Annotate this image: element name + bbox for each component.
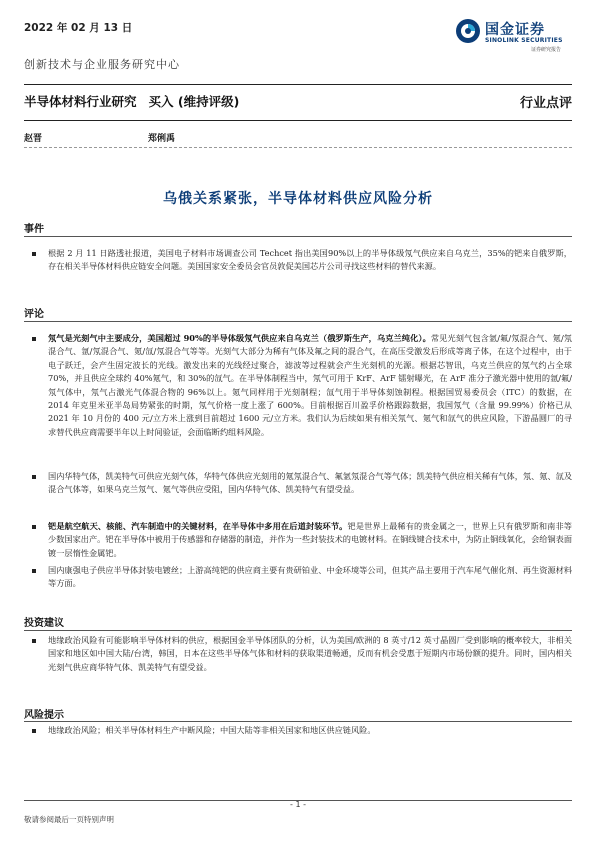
bullet-icon: [32, 639, 36, 643]
page-number: - 1 -: [290, 800, 306, 809]
comment-paragraph-palladium: [32, 520, 572, 560]
header-rule-top: [24, 84, 572, 85]
bullet-icon: [32, 475, 36, 479]
report-type: 行业点评: [519, 96, 572, 111]
analyst-name: 赵晋: [24, 134, 43, 144]
section-heading-comment: 评论: [24, 309, 44, 320]
paragraph-text: 地缘政治风险有可能影响半导体材料的供应，根据国金半导体团队的分析，认为美国/欧洲的 8 英寸/12 英寸晶圆厂受到影响的概率较大，非相关国家和地区如中国大陆/台湾，韩国，日本在这些半导体气体和材料的获取渠道畅通，反而有机会受惠于短期内市场份额的提升。同时，国内相关光刻气供应商华特气体、凯美特气有望受益。: [48, 635, 572, 672]
paragraph-text: 国内康强电子供应半导体封装电镀丝；上游高纯钯的供应商主要有贵研铂业、中金环境等公司，但其产品主要用于汽车尾气催化剂、再生资源材料等方面。: [48, 565, 573, 589]
report-title: 乌俄关系紧张，半导体材料供应风险分析: [163, 191, 433, 207]
section-heading-advice: 投资建议: [24, 618, 64, 629]
logo-subtitle: 证券研究报告: [531, 47, 562, 53]
paragraph-text: 钯是世界上最稀有的贵金属之一，世界上只有俄罗斯和南非等少数国家出产。钯在半导体中被用于传感器和存储器的制造，并作为一些封装技术的电镀材料。在铜线键合技术中，为防止铜线氧化，会给铜表面镀一层惰性金属钯。: [48, 521, 573, 558]
bullet-icon: [32, 525, 36, 529]
disclaimer-link[interactable]: 敬请参阅最后一页特别声明: [24, 815, 114, 824]
paragraph-lead: 氖气是光刻气中主要成分，美国超过 90%的半导体级氖气供应来自乌克兰（俄罗斯生产，乌克兰纯化）。: [48, 333, 431, 343]
advice-paragraph: [32, 634, 572, 674]
logo-english-name: SINOLINK SECURITIES: [485, 37, 563, 44]
bullet-icon: [32, 252, 36, 256]
section-rule: [24, 721, 572, 722]
comment-paragraph-gas-suppliers: [32, 470, 572, 497]
analysts-divider: [24, 147, 572, 148]
paragraph-text: 常见光刻气包含氩/氟/氖混合气、氪/氖混合气、氩/氖混合气、氪/氙/氖混合气等等。光刻气大部分为稀有气体及氟之间的混合气，在高压受激发后形成等离子体，在这个过程中，由于电子跃迁，会产生固定波长的光线。激发出来的光线经过聚合，滤波等过程就会产生光刻机的光源。根据芯智讯，乌克兰供应的氖气约占全球 70%，并且供应全球约 40%氪气，和 30%的氙气。在半导体制程当中，氖气可用于 KrF、ArF 镭射曝光，在 ArF 准分子激光器中使用的氩/氟/氖气体中，氖气占激光气体混合物的 96%以上。氪气同样用于光刻制程；氙气用于半导体刻蚀制程。根据国贸易委员会（ITC）的数据，在 2014 年克里米亚半岛局势紧张的时期，氖气价格一度上涨了 600%。目前根据百川盈孚价格跟踪数据，我国氖气（含量 99.99%）价格已从 2021 年 10 月份的 400 元/立方米上涨到目前超过 1600 元/立方米。我们认为后续如果有相关氖气、氪气和氙气的供应风险，下游晶圆厂的寻求替代供应商需要半年以上时间验证，会面临断约组料风险。: [48, 333, 572, 437]
header-rule-bottom: [24, 120, 572, 121]
risk-paragraph: [32, 724, 572, 737]
paragraph-lead: 钯是航空航天、核能、汽车制造中的关键材料，在半导体中多用在后道封装环节。: [48, 521, 348, 531]
section-heading-risk: 风险提示: [24, 710, 64, 721]
bullet-icon: [32, 569, 36, 573]
analyst-name: 郑俐禹: [148, 134, 176, 144]
industry-name: 半导体材料行业研究: [24, 94, 137, 109]
bullet-icon: [32, 337, 36, 341]
section-rule: [24, 236, 572, 237]
bullet-icon: [32, 729, 36, 733]
paragraph-text: 国内华特气体，凯美特气可供应光刻气体，华特气体供应光刻用的氪氖混合气、氟氩氖混合气等气体；凯美特气供应相关稀有气体，氖、氪、氙及混合气体等，如果乌克兰氖气、氪气等供应受阻，国内华特气体、凯美特气有望受益。: [48, 471, 573, 495]
comment-paragraph-neon: [32, 332, 572, 439]
rating-label: 买入 (维持评级): [148, 94, 240, 109]
comment-paragraph-palladium-suppliers: [32, 564, 572, 591]
sinolink-logo: [455, 16, 575, 56]
paragraph-text: 根据 2 月 11 日路透社报道，美国电子材料市场调查公司 Techcet 指出美国90%以上的半导体级氖气供应来自乌克兰，35%的钯来自俄罗斯，存在相关半导体材料供应链安全问题。美国国家安全委员会官员敦促美国芯片公司寻找这些材料的替代来源。: [48, 248, 572, 272]
title-bar: [24, 88, 572, 116]
event-paragraph: [32, 247, 572, 274]
industry-rating: [24, 92, 239, 110]
sinolink-logo-icon: [455, 18, 481, 44]
section-heading-event: 事件: [24, 224, 44, 235]
logo-chinese-name: 国金证券: [485, 22, 545, 38]
paragraph-text: 地缘政治风险；相关半导体材料生产中断风险；中国大陆等非相关国家和地区供应链风险。: [48, 725, 376, 735]
section-rule: [24, 321, 572, 322]
research-center-name: 创新技术与企业服务研究中心: [24, 58, 180, 71]
section-rule: [24, 630, 572, 631]
report-date: 2022 年 02 月 13 日: [24, 22, 133, 34]
